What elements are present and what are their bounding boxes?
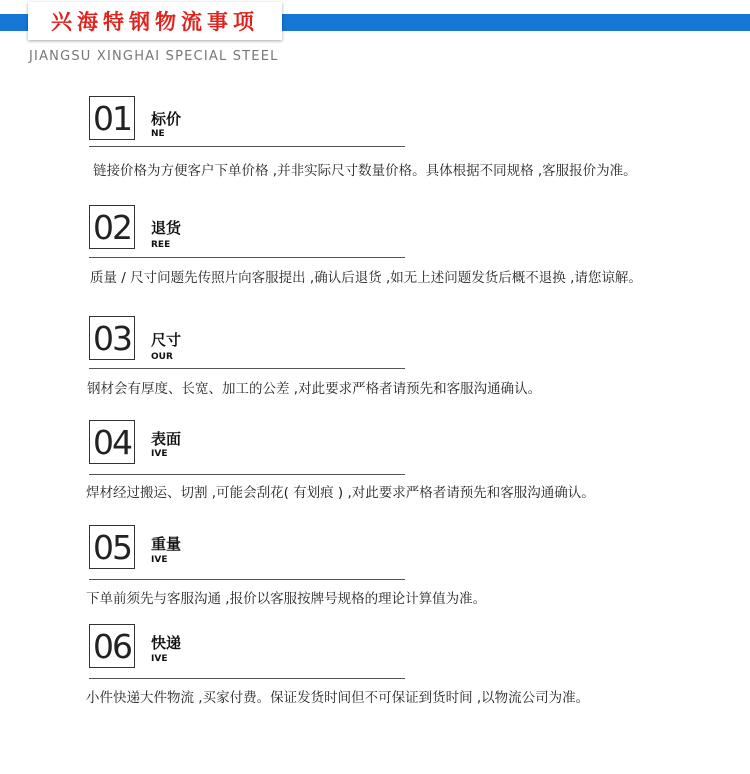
section-subtitle: REE xyxy=(151,240,171,250)
section-number-box: 05 xyxy=(89,525,135,569)
section-number-box: 02 xyxy=(89,205,135,249)
section-subtitle: IVE xyxy=(151,654,168,664)
section-title: 重量 xyxy=(151,535,182,553)
section-number-box: 04 xyxy=(89,420,135,464)
section-text: 焊材经过搬运、切割 ,可能会刮花( 有划痕 ) ,对此要求严格者请预先和客服沟通确认。 xyxy=(86,485,595,501)
header-left-cap xyxy=(0,14,18,31)
section-subtitle: IVE xyxy=(151,555,168,565)
header-title-box xyxy=(28,2,282,40)
section-number-box: 03 xyxy=(89,316,135,360)
section-divider xyxy=(89,257,405,258)
section-title: 尺寸 xyxy=(151,331,182,349)
section-divider xyxy=(89,368,405,369)
section-text: 下单前须先与客服沟通 ,报价以客服按牌号规格的理论计算值为准。 xyxy=(86,591,487,607)
section-divider xyxy=(89,146,405,147)
section-title: 退货 xyxy=(151,219,182,237)
page-title: 兴海特钢物流事项 xyxy=(51,10,259,34)
section-number-box: 01 xyxy=(89,96,135,140)
section-divider xyxy=(89,474,405,475)
section-title: 快递 xyxy=(151,634,182,652)
section-divider xyxy=(89,678,405,679)
section-divider xyxy=(89,579,405,580)
section-text: 链接价格为方便客户下单价格 ,并非实际尺寸数量价格。具体根据不同规格 ,客服报价为准。 xyxy=(93,163,637,179)
section-title: 表面 xyxy=(151,430,182,448)
section-subtitle: IVE xyxy=(151,449,168,459)
section-text: 钢材会有厚度、长宽、加工的公差 ,对此要求严格者请预先和客服沟通确认。 xyxy=(87,381,542,397)
section-text: 小件快递大件物流 ,买家付费。保证发货时间但不可保证到货时间 ,以物流公司为准。 xyxy=(86,690,590,706)
section-subtitle: NE xyxy=(151,129,165,139)
section-subtitle: OUR xyxy=(151,352,173,362)
section-number-box: 06 xyxy=(89,624,135,668)
section-text: 质量 / 尺寸问题先传照片向客服提出 ,确认后退货 ,如无上述问题发货后概不退换 ,请您谅解。 xyxy=(90,270,642,286)
section-title: 标价 xyxy=(151,110,182,128)
page-subtitle: JIANGSU XINGHAI SPECIAL STEEL xyxy=(29,49,279,64)
